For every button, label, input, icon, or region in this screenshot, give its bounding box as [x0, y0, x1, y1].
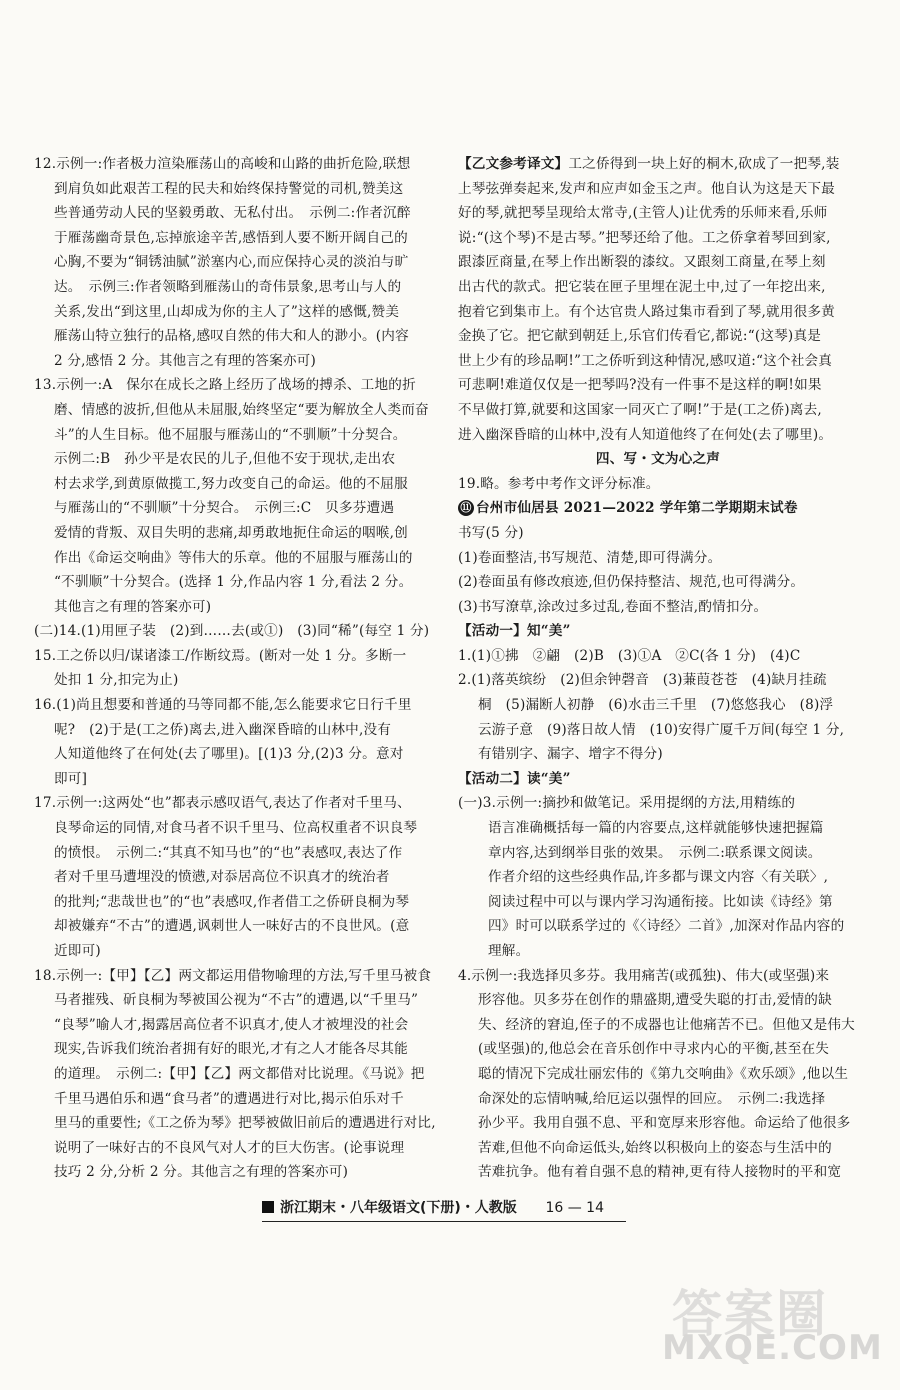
page-footer — [262, 1197, 626, 1222]
footer-title: 浙江期末・八年级语文(下册)・人教版 — [280, 1200, 517, 1216]
answer-a2: 2.(1)落英缤纷 (2)但余钟磬音 (3)蒹葭苍苍 (4)缺月挂疏 桐 (5)漏断人初静 (6)水击三千里 (7)悠悠我心 (8)浮 云游子意 (9)落日故人情 (10)安得广厦千万间(每空 1 分, 有错别字、漏字、增字不得分) — [458, 672, 845, 763]
watermark-url: MXQE.COM — [662, 1328, 883, 1368]
answer-19: 19.略。参考中考作文评分标准。 — [458, 475, 660, 492]
answer-a1: 1.(1)①拂 ②翩 (2)B (3)①A ②C(各 1 分) (4)C — [458, 647, 801, 664]
page-number: 16 — 14 — [545, 1200, 604, 1216]
answer-14: (二)14.(1)用匣子装 (2)到……去(或①) (3)同“稀”(每空 1 分) — [34, 623, 430, 640]
answer-15: 15.工之侨以归/谋诸漆工/作断纹焉。(断对一处 1 分。多断一 处扣 1 分,扣完为止) — [34, 647, 407, 689]
watermark-logo — [662, 1274, 883, 1368]
exam-number-badge: ⑪ — [458, 500, 474, 516]
answer-17: 17.示例一:这两处“也”都表示感叹语气,表达了作者对千里马、 良琴命运的同情,对食马者不识千里马、位高权重者不识良琴 的愤恨。 示例二:“其真不知马也”的“也”表感叹,表达了作 者对千里马遭埋没的愤懑,对忝居高位不识真才的统治者 的批判;“悲哉世也”的“也”表感叹,作者借工之侨研良桐为琴 却被嫌弃“不古”的遭遇,讽刺世人一味好古的不良世风。(意 近即可) — [34, 795, 418, 959]
right-column — [458, 152, 858, 1185]
answer-a3: (一)3.示例一:摘抄和做笔记。采用提纲的方法,用精练的 语言准确概括每一篇的内容要点,这样就能够快速把握篇 章内容,达到纲举目张的效果。 示例二:联系课文阅读。 作者介绍的这些经典作品,许多都与课文内容〈有关联〉, 阅读过程中可以与课内学习沟通衔接。比如读《诗经》第 四》时可以联系学过的《〈诗经〉二首》,加深对作品内容的 理解。 — [458, 795, 845, 959]
activity-1-heading: 【活动一】知“美” — [458, 623, 571, 640]
activity-2-heading: 【活动二】读“美” — [458, 770, 571, 787]
answer-16: 16.(1)尚且想要和普通的马等同都不能,怎么能要求它日行千里 呢? (2)于是(工之侨)离去,进入幽深昏暗的山林中,没有 人知道他终了在何处(去了哪里)。[(1)3 分,(2)3 分。意对 即可] — [34, 697, 412, 787]
handwriting-item: (3)书写潦草,涂改过多过乱,卷面不整洁,酌情扣分。 — [458, 598, 768, 615]
watermark-main: 答案圈 — [672, 1285, 828, 1343]
answer-18: 18.示例一:【甲】【乙】两文都运用借物喻理的方法,写千里马被食 马者摧残、斫良桐为琴被国公视为“不古”的遭遇,以“千里马” “良琴”喻人才,揭露居高位者不识真才,使人才被埋没的社会 现实,告诉我们统治者拥有好的眼光,才有之人才能各尽其能 的道理。 示例二:【甲】【乙】两文都借对比说理。《马说》把 千里马遇伯乐和遇“食马者”的遭遇进行对比,揭示伯乐对千 里马的重要性;《工之侨为琴》把琴被做旧前后的遭遇进行对比, 说明了一味好古的不良风气对人才的巨大伤害。(论事说理 技巧 2 分,分析 2 分。其他言之有理的答案亦可) — [34, 967, 436, 1181]
exam-title: ⑪ 台州市仙居县 2021—2022 学年第二学期期末试卷 — [458, 496, 858, 521]
square-icon — [262, 1201, 274, 1213]
translation-tag: 【乙文参考译文】 — [458, 156, 569, 172]
left-column — [34, 152, 440, 1185]
answer-12: 12.示例一:作者极力渲染雁荡山的高峻和山路的曲折危险,联想 到肩负如此艰苦工程的民夫和始终保持警觉的司机,赞美这 些普通劳动人民的坚毅勇敢、无私付出。 示例二:作者沉醉 于雁荡幽奇景色,忘掉旅途辛苦,感悟到人要不断开阔自己的 心胸,不要为“铜锈油腻”淤塞内心,而应保持心灵的淡泊与旷 达。 示例三:作者领略到雁荡山的奇伟景象,思考山与人的 关系,发出“到这里,山却成为你的主人了”这样的感慨,赞美 雁荡山特立独行的品格,感叹自然的伟大和人的渺小。(内容 2 分,感悟 2 分。其他言之有理的答案亦可) — [34, 156, 411, 369]
answer-13: 13.示例一:A 保尔在成长之路上经历了战场的搏杀、工地的折 磨、情感的波折,但他从未屈服,始终坚定“要为解放全人类而奋 斗”的人生目标。他不屈服与雁荡山的“不驯顺”十分契合。 示例二:B 孙少平是农民的儿子,但他不安于现状,走出农 村去求学,到黄原做揽工,努力改变自己的命运。他的不屈服 与雁荡山的“不驯顺”十分契合。 示例三:C 贝多芬遭遇 爱情的背叛、双目失明的悲痛,却勇敢地扼住命运的咽喉,创 作出《命运交响曲》等伟大的乐章。他的不屈服与雁荡山的 “不驯顺”十分契合。(选择 1 分,作品内容 1 分,看法 2 分。 其他言之有理的答案亦可) — [34, 377, 429, 615]
answer-a4: 4.示例一:我选择贝多芬。我用痛苦(或孤独)、伟大(或坚强)来 形容他。贝多芬在创作的鼎盛期,遭受失聪的打击,爱情的缺 失、经济的窘迫,侄子的不成器也让他痛苦不已。但他又是伟大 (或坚强)的,他总会在音乐创作中寻求内心的平衡,甚至在失 聪的情况下完成壮丽宏伟的《第九交响曲》《欢乐颂》,他以生 命深处的忘情呐喊,给厄运以强悍的回应。 示例二:我选择 孙少平。我用自强不息、平和宽厚来形容他。命运给了他很多 苦难,但他不向命运低头,始终以积极向上的姿态与生活中的 苦难抗争。他有着自强不息的精神,更有待人接物时的平和宽 — [458, 967, 855, 1181]
handwriting-item: (2)卷面虽有修改痕迹,但仍保持整洁、规范,也可得满分。 — [458, 574, 805, 591]
section-4-heading: 四、写・文为心之声 — [595, 451, 721, 468]
handwriting-heading: 书写(5 分) — [458, 524, 524, 541]
handwriting-item: (1)卷面整洁,书写规范、清楚,即可得满分。 — [458, 549, 722, 566]
translation-block: 【乙文参考译文】工之侨得到一块上好的桐木,砍成了一把琴,装 上琴弦弹奏起来,发声和应声如金玉之声。他自认为这是天下最 好的琴,就把琴呈现给太常寺,(主管人)让优秀的乐师来看,乐师 说:“(这个琴)不是古琴。”把琴还给了他。工之侨拿着琴回到家, 跟漆匠商量,在琴上作出断裂的漆纹。又跟刻工商量,在琴上刻 出古代的款式。把它装在匣子里埋在泥土中,过了一年挖出来, 抱着它到集市上。有个达官贵人路过集市看到了琴,就用很多黄 金换了它。把它献到朝廷上,乐官们传看它,都说:“(这琴)真是 世上少有的珍品啊!”工之侨听到这种情况,感叹道:“这个社会真 可悲啊!难道仅仅是一把琴吗?没有一件事不是这样的啊!如果 不早做打算,就要和这国家一同灭亡了啊!”于是(工之侨)离去, 进入幽深昏暗的山林中,没有人知道他终了在何处(去了哪里)。 — [458, 156, 840, 443]
